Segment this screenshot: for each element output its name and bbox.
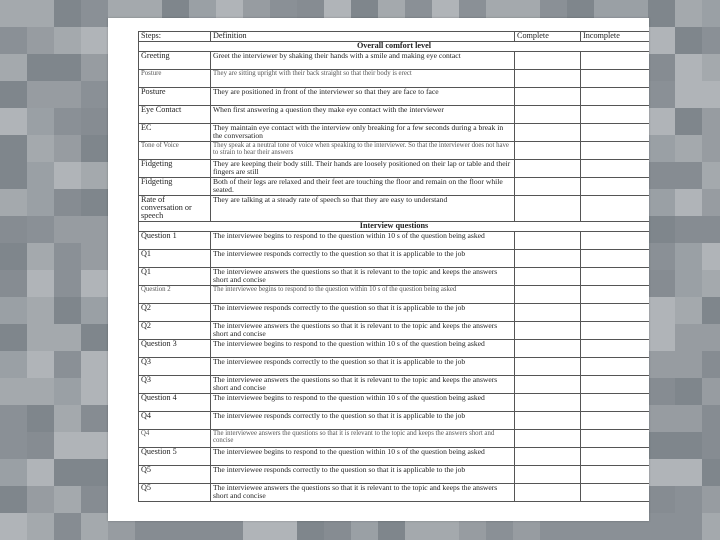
definition-cell: They are keeping their body still. Their hands are loosely positioned on their lap or table and their fingers are still [211,160,515,178]
background-tile [27,459,54,486]
step-cell: Q1 [139,249,211,267]
background-tile [702,486,720,513]
background-tile [648,513,675,540]
incomplete-checkbox-cell[interactable] [581,285,650,303]
definition-cell: They are talking at a steady rate of speech so that they are easy to understand [211,196,515,222]
table-row [139,267,650,285]
background-tile [0,243,27,270]
incomplete-checkbox-cell[interactable] [581,429,650,447]
table-row [139,52,650,70]
background-tile [81,81,108,108]
background-tile [0,432,27,459]
section-title: Interview questions [139,221,650,231]
background-tile [81,162,108,189]
background-tile [675,324,702,351]
background-tile [54,270,81,297]
definition-cell: The interviewee responds correctly to the question so that it is applicable to the job [211,249,515,267]
incomplete-checkbox-cell[interactable] [581,178,650,196]
background-tile [81,486,108,513]
background-tile [27,27,54,54]
background-tile [648,27,675,54]
table-row [139,231,650,249]
background-tile [54,513,81,540]
step-cell: Eye Contact [139,106,211,124]
complete-checkbox-cell[interactable] [515,106,581,124]
incomplete-checkbox-cell[interactable] [581,447,650,465]
complete-checkbox-cell[interactable] [515,303,581,321]
background-tile [675,135,702,162]
background-tile [54,189,81,216]
table-row [139,124,650,142]
background-tile [702,243,720,270]
background-tile [27,216,54,243]
background-tile [648,432,675,459]
definition-cell: The interviewee begins to respond to the question within 10 s of the question being asked [211,231,515,249]
definition-cell: The interviewee answers the questions so that it is relevant to the topic and keeps the answers short and concise [211,267,515,285]
background-tile [27,378,54,405]
background-tile [54,216,81,243]
background-tile [54,81,81,108]
background-tile [648,108,675,135]
step-cell: Fidgeting [139,178,211,196]
definition-cell: The interviewee begins to respond to the question within 10 s of the question being asked [211,339,515,357]
background-tile [702,135,720,162]
step-cell: Posture [139,88,211,106]
table-row [139,465,650,483]
background-tile [702,378,720,405]
background-tile [54,351,81,378]
background-tile [702,162,720,189]
complete-checkbox-cell[interactable] [515,70,581,88]
step-cell: Q3 [139,375,211,393]
step-cell: Question 1 [139,231,211,249]
background-tile [0,108,27,135]
background-tile [675,459,702,486]
background-tile [0,189,27,216]
background-tile [0,324,27,351]
background-tile [81,243,108,270]
background-tile [27,513,54,540]
definition-cell: They maintain eye contact with the interview only breaking for a few seconds during a break in the conversation [211,124,515,142]
background-tile [54,459,81,486]
table-row [139,393,650,411]
background-tile [702,270,720,297]
incomplete-checkbox-cell[interactable] [581,483,650,501]
background-tile [702,513,720,540]
step-cell: Q5 [139,465,211,483]
table-row [139,178,650,196]
complete-checkbox-cell[interactable] [515,249,581,267]
background-tile [648,54,675,81]
header-row [139,32,650,42]
definition-cell: They speak at a neutral tone of voice when speaking to the interviewer. So that the interviewer does not have to strain to hear their answers [211,142,515,160]
background-tile [648,378,675,405]
section-header-row [139,42,650,52]
background-tile [27,351,54,378]
step-cell: Question 2 [139,285,211,303]
complete-checkbox-cell[interactable] [515,483,581,501]
background-tile [81,0,108,27]
background-tile [675,162,702,189]
background-tile [81,324,108,351]
incomplete-checkbox-cell[interactable] [581,267,650,285]
step-cell: Q4 [139,411,211,429]
background-tile [675,27,702,54]
background-tile [0,378,27,405]
background-tile [81,270,108,297]
background-tile [81,189,108,216]
incomplete-checkbox-cell[interactable] [581,88,650,106]
header-incomplete: Incomplete [581,32,650,42]
background-tile [81,216,108,243]
background-tile [702,0,720,27]
background-tile [648,216,675,243]
complete-checkbox-cell[interactable] [515,393,581,411]
background-tile [648,459,675,486]
background-tile [81,54,108,81]
background-tile [54,324,81,351]
background-tile [675,108,702,135]
table-row [139,375,650,393]
definition-cell: The interviewee begins to respond to the question within 10 s of the question being asked [211,447,515,465]
table-row [139,357,650,375]
definition-cell: The interviewee answers the questions so that it is relevant to the topic and keeps the answers short and concise [211,375,515,393]
incomplete-checkbox-cell[interactable] [581,249,650,267]
table-row [139,411,650,429]
background-tile [54,108,81,135]
section-header-row [139,221,650,231]
table-row [139,285,650,303]
background-tile [702,351,720,378]
incomplete-checkbox-cell[interactable] [581,357,650,375]
incomplete-checkbox-cell[interactable] [581,339,650,357]
background-tile [648,243,675,270]
background-tile [702,405,720,432]
background-tile [54,27,81,54]
checklist-table [138,31,649,502]
definition-cell: The interviewee begins to respond to the question within 10 s of the question being asked [211,393,515,411]
background-tile [81,432,108,459]
background-tile [675,486,702,513]
background-tile [648,270,675,297]
step-cell: Greeting [139,52,211,70]
table-row [139,429,650,447]
background-tile [81,297,108,324]
background-tile [675,513,702,540]
background-tile [81,135,108,162]
background-tile [54,0,81,27]
document-page [108,18,649,521]
definition-cell: The interviewee responds correctly to the question so that it is applicable to the job [211,357,515,375]
background-tile [0,216,27,243]
definition-cell: The interviewee responds correctly to the question so that it is applicable to the job [211,465,515,483]
complete-checkbox-cell[interactable] [515,375,581,393]
background-tile [0,270,27,297]
background-tile [54,486,81,513]
background-tile [675,270,702,297]
background-tile [0,0,27,27]
background-tile [675,81,702,108]
incomplete-checkbox-cell[interactable] [581,303,650,321]
background-tile [0,54,27,81]
background-tile [27,324,54,351]
section-title: Overall comfort level [139,42,650,52]
step-cell: Fidgeting [139,160,211,178]
background-tile [54,162,81,189]
background-tile [81,27,108,54]
background-tile [702,27,720,54]
step-cell: Question 3 [139,339,211,357]
background-tile [27,108,54,135]
definition-cell: Both of their legs are relaxed and their feet are touching the floor and remain on the floor while seated. [211,178,515,196]
background-tile [81,378,108,405]
complete-checkbox-cell[interactable] [515,321,581,339]
complete-checkbox-cell[interactable] [515,285,581,303]
background-tile [702,108,720,135]
background-tile [675,432,702,459]
background-tile [27,189,54,216]
complete-checkbox-cell[interactable] [515,196,581,222]
table-row [139,339,650,357]
background-tile [81,351,108,378]
background-tile [648,405,675,432]
step-cell: Q2 [139,303,211,321]
table-row [139,447,650,465]
background-tile [0,135,27,162]
definition-cell: The interviewee begins to respond to the question within 10 s of the question being asked [211,285,515,303]
complete-checkbox-cell[interactable] [515,124,581,142]
complete-checkbox-cell[interactable] [515,178,581,196]
complete-checkbox-cell[interactable] [515,88,581,106]
table-row [139,106,650,124]
table-row [139,88,650,106]
background-tile [702,459,720,486]
background-tile [81,459,108,486]
background-tile [675,189,702,216]
background-tile [702,216,720,243]
complete-checkbox-cell[interactable] [515,231,581,249]
table-row [139,160,650,178]
background-tile [54,135,81,162]
step-cell: Question 5 [139,447,211,465]
step-cell: Question 4 [139,393,211,411]
definition-cell: Greet the interviewer by shaking their hands with a smile and making eye contact [211,52,515,70]
background-tile [702,297,720,324]
definition-cell: The interviewee answers the questions so that it is relevant to the topic and keeps the answers short and concise [211,429,515,447]
background-tile [702,432,720,459]
table-row [139,142,650,160]
background-tile [648,486,675,513]
background-tile [54,432,81,459]
incomplete-checkbox-cell[interactable] [581,465,650,483]
background-tile [27,162,54,189]
definition-cell: The interviewee answers the questions so that it is relevant to the topic and keeps the answers short and concise [211,483,515,501]
complete-checkbox-cell[interactable] [515,267,581,285]
background-tile [0,297,27,324]
background-tile [27,0,54,27]
incomplete-checkbox-cell[interactable] [581,160,650,178]
incomplete-checkbox-cell[interactable] [581,375,650,393]
definition-cell: The interviewee responds correctly to the question so that it is applicable to the job [211,303,515,321]
background-tile [648,81,675,108]
background-tile [648,297,675,324]
background-tile [702,324,720,351]
background-tile [702,81,720,108]
background-tile [0,27,27,54]
incomplete-checkbox-cell[interactable] [581,393,650,411]
background-tile [27,135,54,162]
definition-cell: When first answering a question they make eye contact with the interviewer [211,106,515,124]
background-tile [0,459,27,486]
complete-checkbox-cell[interactable] [515,465,581,483]
background-tile [0,351,27,378]
background-tile [54,405,81,432]
incomplete-checkbox-cell[interactable] [581,321,650,339]
background-tile [27,405,54,432]
complete-checkbox-cell[interactable] [515,411,581,429]
background-tile [675,351,702,378]
background-tile [0,162,27,189]
background-tile [27,54,54,81]
step-cell: Rate of conversation or speech [139,196,211,222]
header-complete: Complete [515,32,581,42]
background-tile [0,513,27,540]
background-tile [54,243,81,270]
complete-checkbox-cell[interactable] [515,160,581,178]
background-tile [27,432,54,459]
definition-cell: The interviewee answers the questions so that it is relevant to the topic and keeps the answers short and concise [211,321,515,339]
incomplete-checkbox-cell[interactable] [581,142,650,160]
background-tile [675,0,702,27]
incomplete-checkbox-cell[interactable] [581,106,650,124]
step-cell: EC [139,124,211,142]
header-steps: Steps: [139,32,211,42]
step-cell: Q4 [139,429,211,447]
background-tile [702,54,720,81]
definition-cell: They are positioned in front of the interviewer so that they are face to face [211,88,515,106]
background-tile [0,486,27,513]
background-tile [675,243,702,270]
background-tile [27,297,54,324]
complete-checkbox-cell[interactable] [515,142,581,160]
definition-cell: The interviewee responds correctly to the question so that it is applicable to the job [211,411,515,429]
background-tile [648,0,675,27]
header-definition: Definition [211,32,515,42]
background-tile [81,108,108,135]
step-cell: Q5 [139,483,211,501]
background-tile [27,243,54,270]
table-row [139,303,650,321]
background-tile [648,351,675,378]
step-cell: Q3 [139,357,211,375]
background-tile [675,54,702,81]
background-tile [81,405,108,432]
background-tile [648,162,675,189]
background-tile [54,297,81,324]
incomplete-checkbox-cell[interactable] [581,196,650,222]
background-tile [675,216,702,243]
background-tile [54,378,81,405]
complete-checkbox-cell[interactable] [515,339,581,357]
complete-checkbox-cell[interactable] [515,52,581,70]
step-cell: Posture [139,70,211,88]
background-tile [0,405,27,432]
background-tile [27,81,54,108]
table-row [139,249,650,267]
background-tile [675,405,702,432]
step-cell: Q2 [139,321,211,339]
step-cell: Tone of Voice [139,142,211,160]
background-tile [54,54,81,81]
table-row [139,70,650,88]
table-row [139,196,650,222]
incomplete-checkbox-cell[interactable] [581,70,650,88]
incomplete-checkbox-cell[interactable] [581,411,650,429]
complete-checkbox-cell[interactable] [515,447,581,465]
background-tile [702,189,720,216]
complete-checkbox-cell[interactable] [515,429,581,447]
background-tile [648,189,675,216]
background-tile [81,513,108,540]
background-tile [675,297,702,324]
table-row [139,321,650,339]
definition-cell: They are sitting upright with their back straight so that their body is erect [211,70,515,88]
background-tile [648,324,675,351]
background-tile [27,270,54,297]
background-tile [675,378,702,405]
complete-checkbox-cell[interactable] [515,357,581,375]
incomplete-checkbox-cell[interactable] [581,231,650,249]
incomplete-checkbox-cell[interactable] [581,124,650,142]
step-cell: Q1 [139,267,211,285]
incomplete-checkbox-cell[interactable] [581,52,650,70]
background-tile [648,135,675,162]
table-row [139,483,650,501]
background-tile [27,486,54,513]
background-tile [0,81,27,108]
